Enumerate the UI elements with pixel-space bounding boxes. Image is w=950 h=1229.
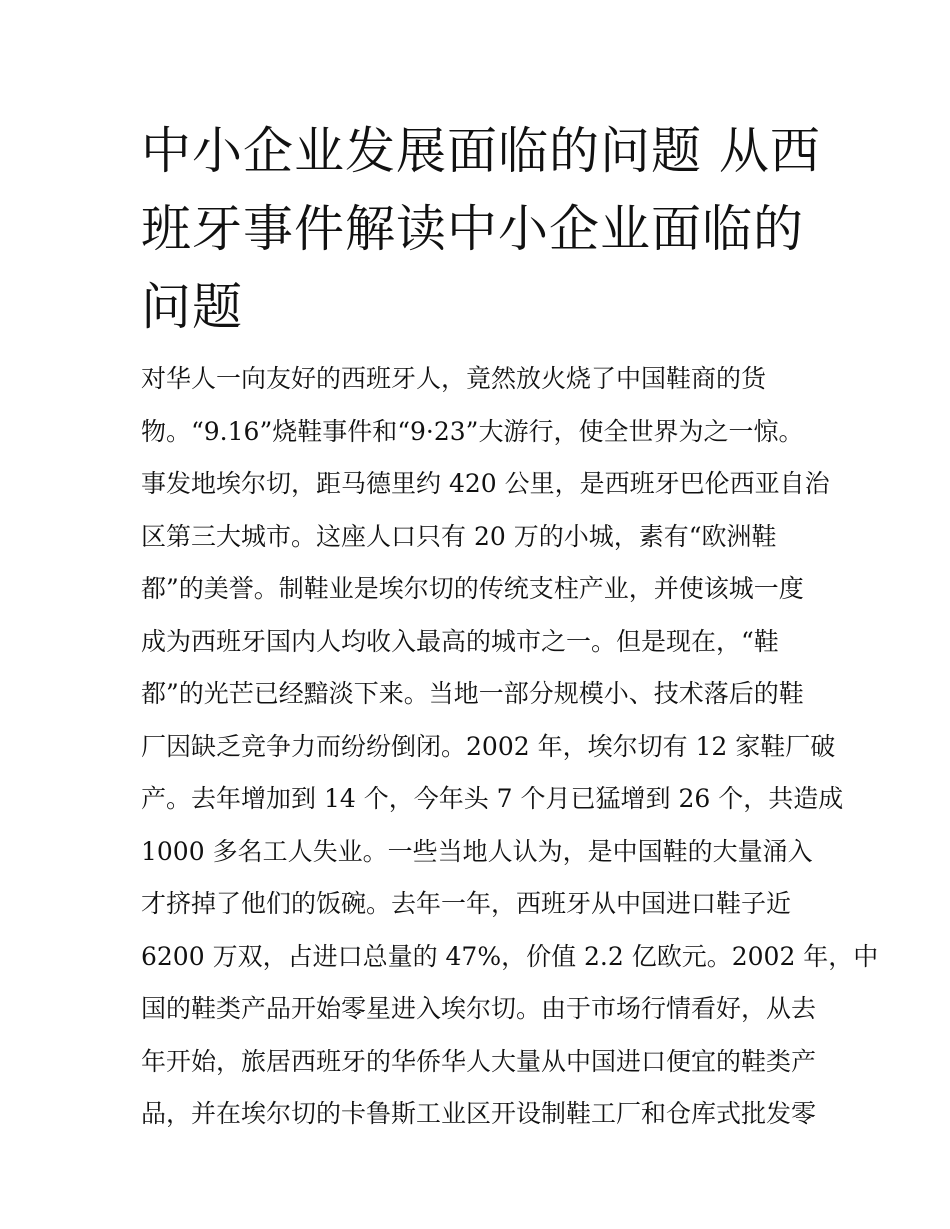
body-line: 事发地埃尔切，距马德里约 420 公里，是西班牙巴伦西亚自治 <box>141 469 830 498</box>
body-line: 国的鞋类产品开始零星进入埃尔切。由于市场行情看好，从去 <box>141 994 817 1023</box>
body-line: 6200 万双，占进口总量的 47%，价值 2.2 亿欧元。2002 年，中 <box>141 941 879 971</box>
body-line: 才挤掉了他们的饭碗。去年一年，西班牙从中国进口鞋子近 <box>141 889 792 918</box>
title-line: 中小企业发展面临的问题 从西 <box>141 122 821 180</box>
body-line: 厂因缺乏竞争力而纷纷倒闭。2002 年，埃尔切有 12 家鞋厂破 <box>141 731 836 761</box>
body-line: 物。“9.16”烧鞋事件和“9·23”大游行，使全世界为之一惊。 <box>141 416 804 446</box>
body-line: 产。去年增加到 14 个，今年头 7 个月已猛增到 26 个，共造成 <box>141 784 844 813</box>
body-line: 1000 多名工人失业。一些当地人认为，是中国鞋的大量涌入 <box>141 836 813 866</box>
document-title <box>141 112 821 346</box>
body-line: 成为西班牙国内人均收入最高的城市之一。但是现在，“鞋 <box>141 626 779 656</box>
document-body <box>141 358 879 1146</box>
body-line: 都”的光芒已经黯淡下来。当地一部分规模小、技术落后的鞋 <box>141 679 804 708</box>
body-line: 区第三大城市。这座人口只有 20 万的小城，素有“欧洲鞋 <box>141 521 777 551</box>
body-line: 都”的美誉。制鞋业是埃尔切的传统支柱产业，并使该城一度 <box>141 574 804 603</box>
body-line: 品，并在埃尔切的卡鲁斯工业区开设制鞋工厂和仓库式批发零 <box>141 1099 817 1128</box>
title-line: 班牙事件解读中小企业面临的 <box>141 200 804 258</box>
title-line: 问题 <box>141 278 243 336</box>
body-line: 年开始，旅居西班牙的华侨华人大量从中国进口便宜的鞋类产 <box>141 1046 817 1076</box>
body-line: 对华人一向友好的西班牙人，竟然放火烧了中国鞋商的货 <box>141 364 767 393</box>
